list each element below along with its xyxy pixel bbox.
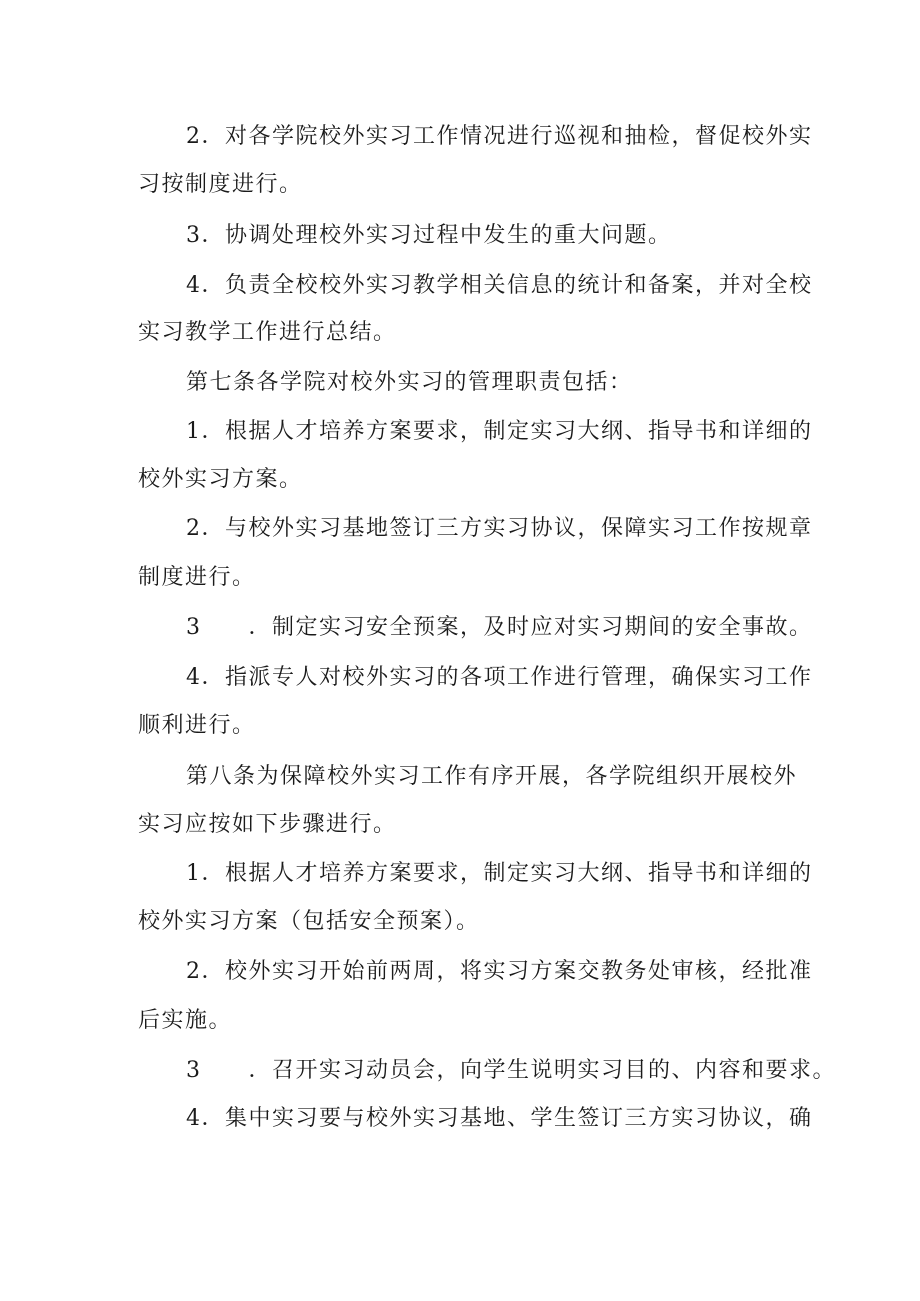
paragraph-line: 顺利进行。 <box>138 713 256 738</box>
paragraph-line: 2．校外实习开始前两周，将实习方案交教务处审核，经批准 <box>186 959 813 984</box>
paragraph-line: 3 ．召开实习动员会，向学生说明实习目的、内容和要求。 <box>186 1058 836 1083</box>
paragraph-line: 制度进行。 <box>138 565 256 590</box>
paragraph-line: 2．对各学院校外实习工作情况进行巡视和抽检，督促校外实 <box>186 124 813 149</box>
paragraph-line: 2．与校外实习基地签订三方实习协议，保障实习工作按规章 <box>186 516 813 541</box>
paragraph-line: 4．集中实习要与校外实习基地、学生签订三方实习协议，确 <box>186 1106 813 1131</box>
article-heading-line: 第七条各学院对校外实习的管理职责包括： <box>186 370 633 395</box>
paragraph-line: 4．负责全校校外实习教学相关信息的统计和备案，并对全校 <box>186 273 813 298</box>
article-heading-line: 第八条为保障校外实习工作有序开展，各学院组织开展校外 <box>186 764 798 789</box>
paragraph-line: 实习教学工作进行总结。 <box>138 320 397 345</box>
paragraph-line: 后实施。 <box>138 1008 233 1033</box>
paragraph-line: 校外实习方案。 <box>138 467 303 492</box>
paragraph-line: 4．指派专人对校外实习的各项工作进行管理，确保实习工作 <box>186 665 813 690</box>
paragraph-line: 3．协调处理校外实习过程中发生的重大问题。 <box>186 223 672 248</box>
paragraph-line: 实习应按如下步骤进行。 <box>138 812 397 837</box>
paragraph-line: 1．根据人才培养方案要求，制定实习大纲、指导书和详细的 <box>186 861 813 886</box>
paragraph-line: 1．根据人才培养方案要求，制定实习大纲、指导书和详细的 <box>186 419 813 444</box>
paragraph-line: 习按制度进行。 <box>138 172 303 197</box>
paragraph-line: 3 ．制定实习安全预案，及时应对实习期间的安全事故。 <box>186 615 813 640</box>
paragraph-line: 校外实习方案（包括安全预案）。 <box>138 909 480 934</box>
